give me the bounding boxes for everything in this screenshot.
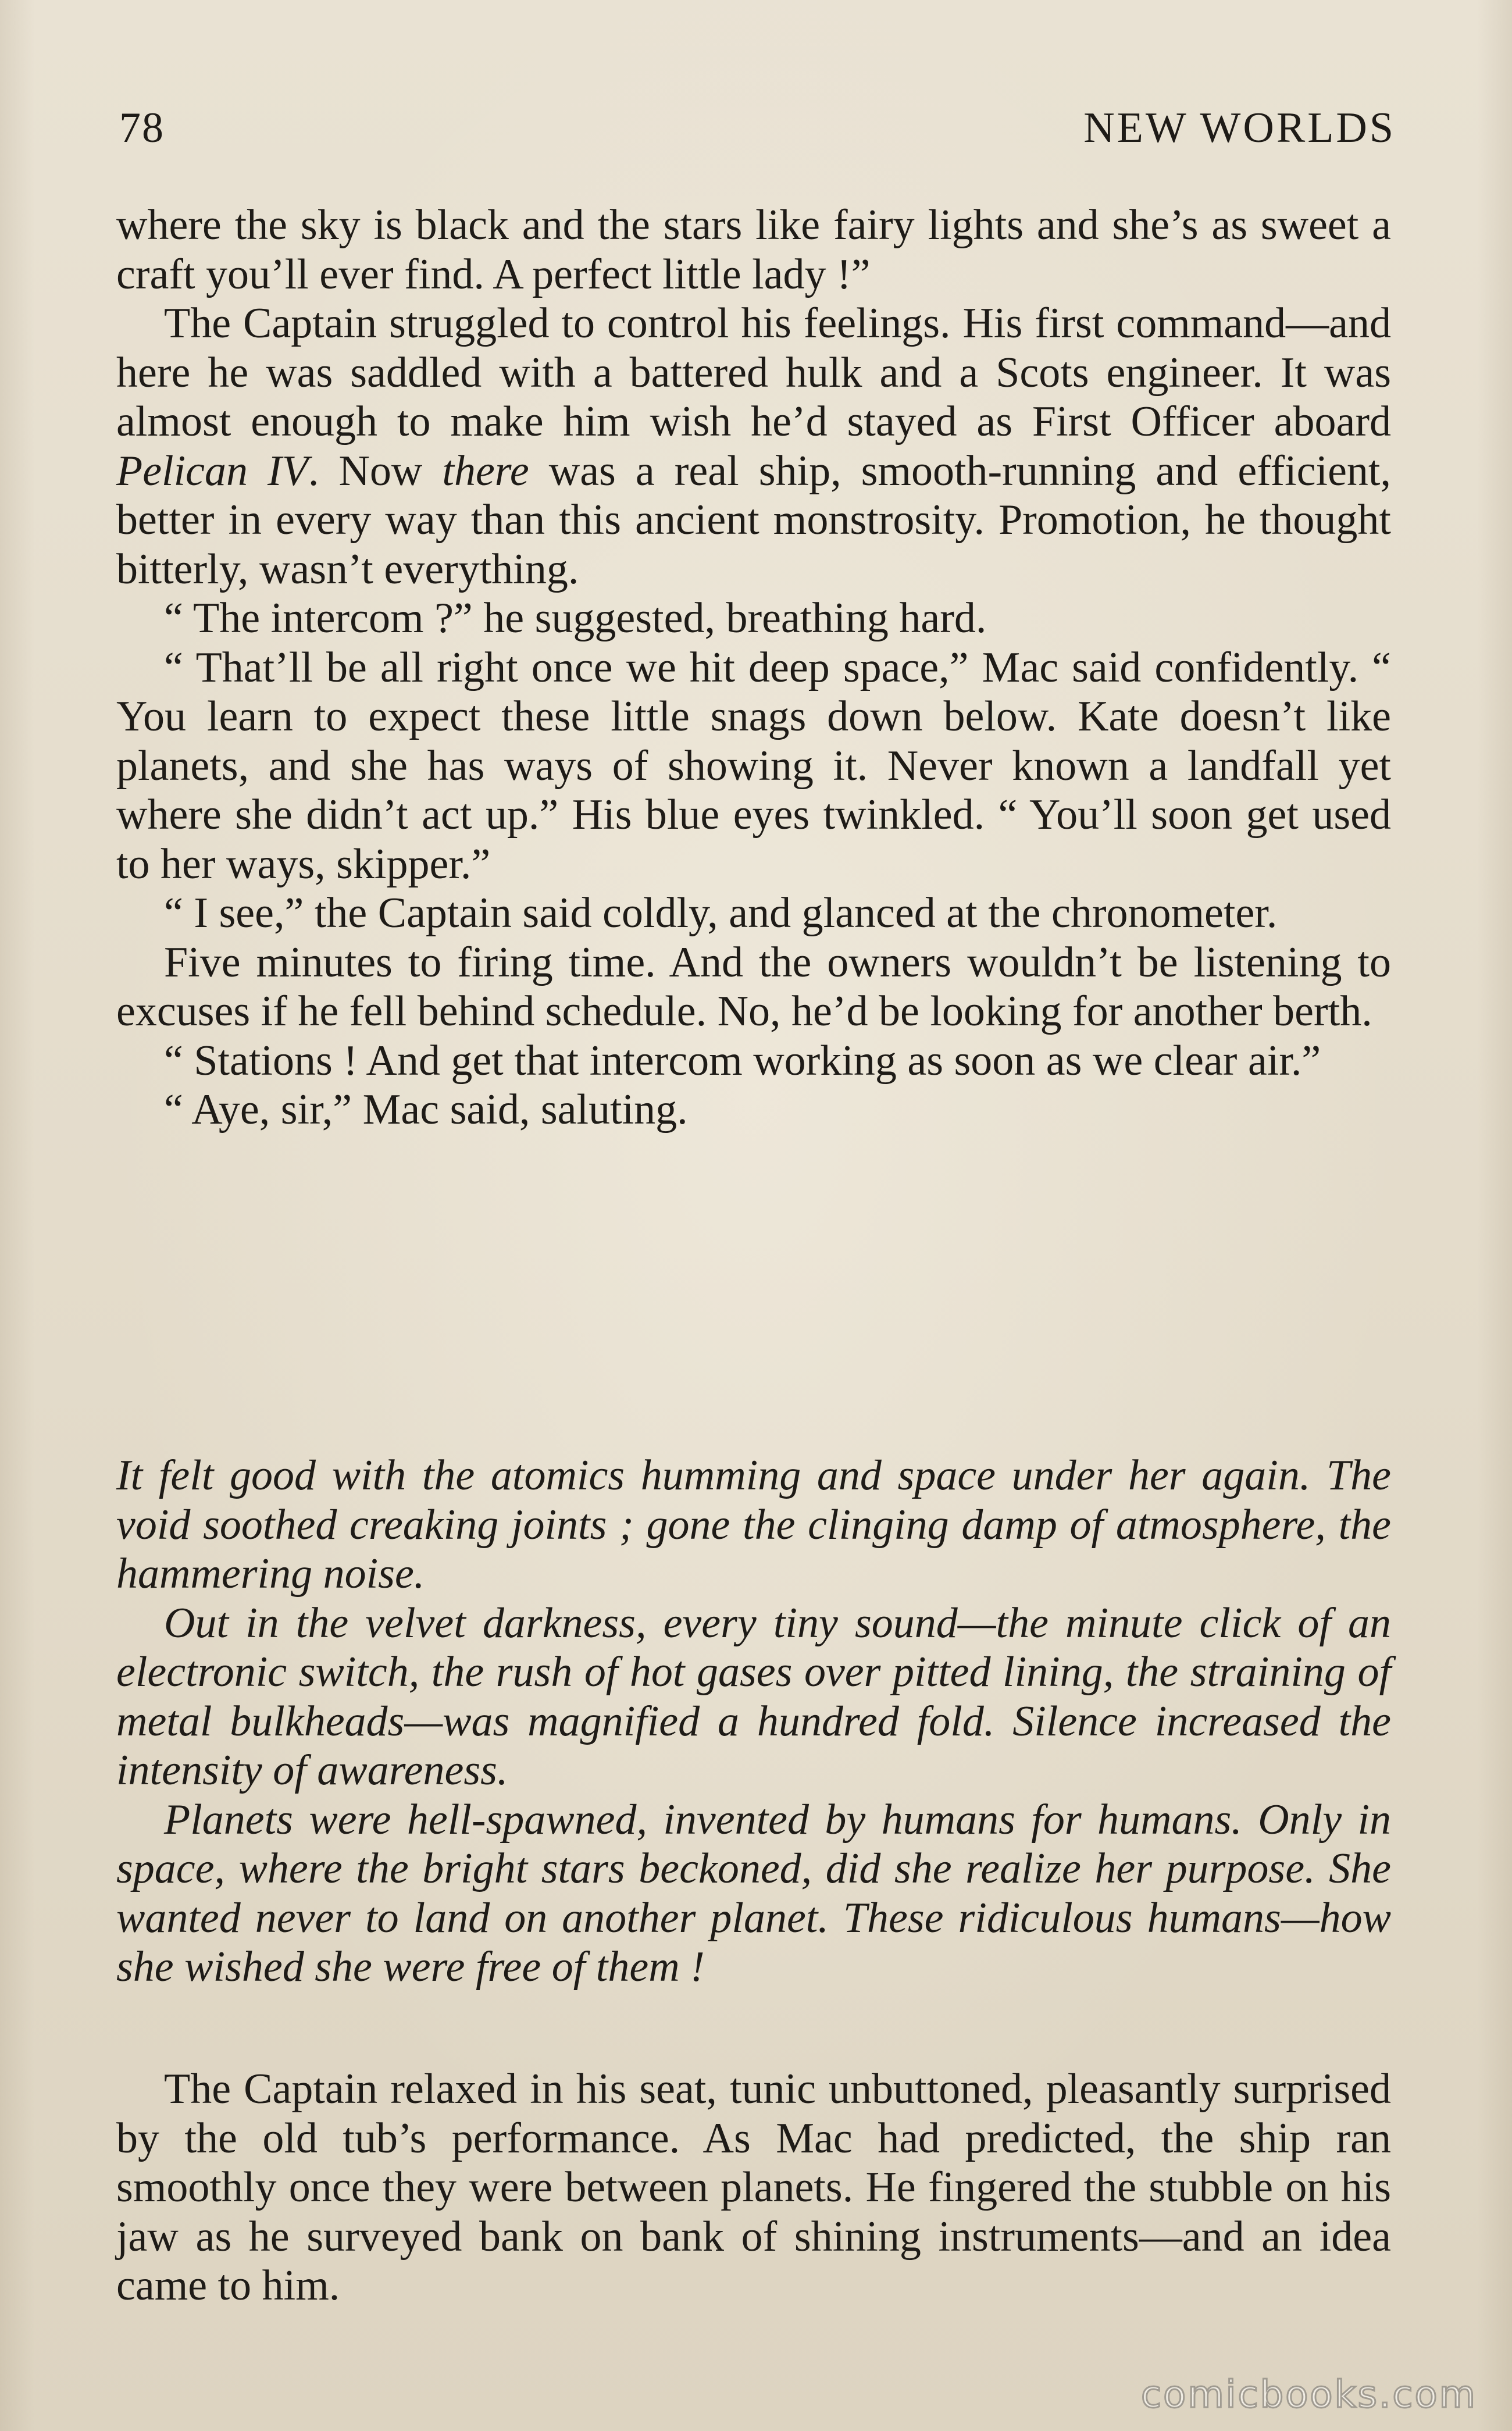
paragraph: The Captain relaxed in his seat, tunic unbuttoned, pleasantly surprised by the old tub’s performance. As Mac had predicted, the ship ran smoothly once they were between planets. He fingered the stubble on his jaw as he surveyed bank on bank of shining instruments—and an idea came to him. [116,2065,1391,2309]
paragraph: “ Aye, sir,” Mac said, saluting. [164,1086,688,1133]
emphasis: Pelican IV [116,447,308,495]
italic-paragraph: Planets were hell-spawned, invented by humans for humans. Only in space, where the bright stars beckoned, did she realize her purpose. She wanted never to land on another planet. These ridiculous humans—how she wished she were free of them ! [116,1795,1391,1991]
watermark: comicbooks.com [1140,2373,1477,2416]
emphasis: there [442,447,529,495]
page-number: 78 [119,104,165,152]
story-section-1 [116,201,1391,1135]
paragraph: “ The intercom ?” he suggested, breathing hard. [164,594,987,642]
paragraph [116,299,1391,594]
story-section-3 [116,2065,1391,2311]
journal-title: NEW WORLDS [1083,104,1396,152]
paragraph: “ That’ll be all right once we hit deep space,” Mac said confidently. “ You learn to expect these little snags down below. Kate doesn’t like planets, and she has ways of showing it. Never known a landfall yet where she didn’t act up.” His blue eyes twinkled. “ You’ll soon get used to her ways, skipper.” [116,643,1391,888]
italic-paragraph: It felt good with the atomics humming and space under her again. The void soothed creaking joints ; gone the clinging damp of atmosphere, the hammering noise. [116,1452,1391,1598]
paragraph: where the sky is black and the stars like fairy lights and she’s as sweet a craft you’ll ever find. A perfect little lady !” [116,201,1391,298]
running-head [119,99,1396,157]
story-section-2-italic [116,1451,1391,1992]
page-edge-shadow [1477,0,1512,2431]
paragraph: Five minutes to firing time. And the owners wouldn’t be listening to excuses if he fell behind schedule. No, he’d be looking for another berth. [116,938,1391,1035]
page-edge-shadow [0,0,35,2431]
paragraph-text: The Captain struggled to control his feelings. His first command—and here he was saddled with a battered hulk and a Scots engineer. It was almost enough to make him wish he’d stayed as First Officer aboard Pelican IV. Now there was a real ship, smooth-running and efficient, better in every way than this ancient monstrosity. Promotion, he thought bitterly, wasn’t everything. [116,300,1391,593]
paragraph: “ Stations ! And get that intercom working as soon as we clear air.” [164,1036,1321,1085]
italic-paragraph: Out in the velvet darkness, every tiny sound—the minute click of an electronic switch, the rush of hot gases over pitted lining, the straining of metal bulkheads—was magnified a hundred fold. Silence increased the intensity of awareness. [116,1599,1391,1794]
paragraph: “ I see,” the Captain said coldly, and glanced at the chronometer. [164,889,1278,937]
